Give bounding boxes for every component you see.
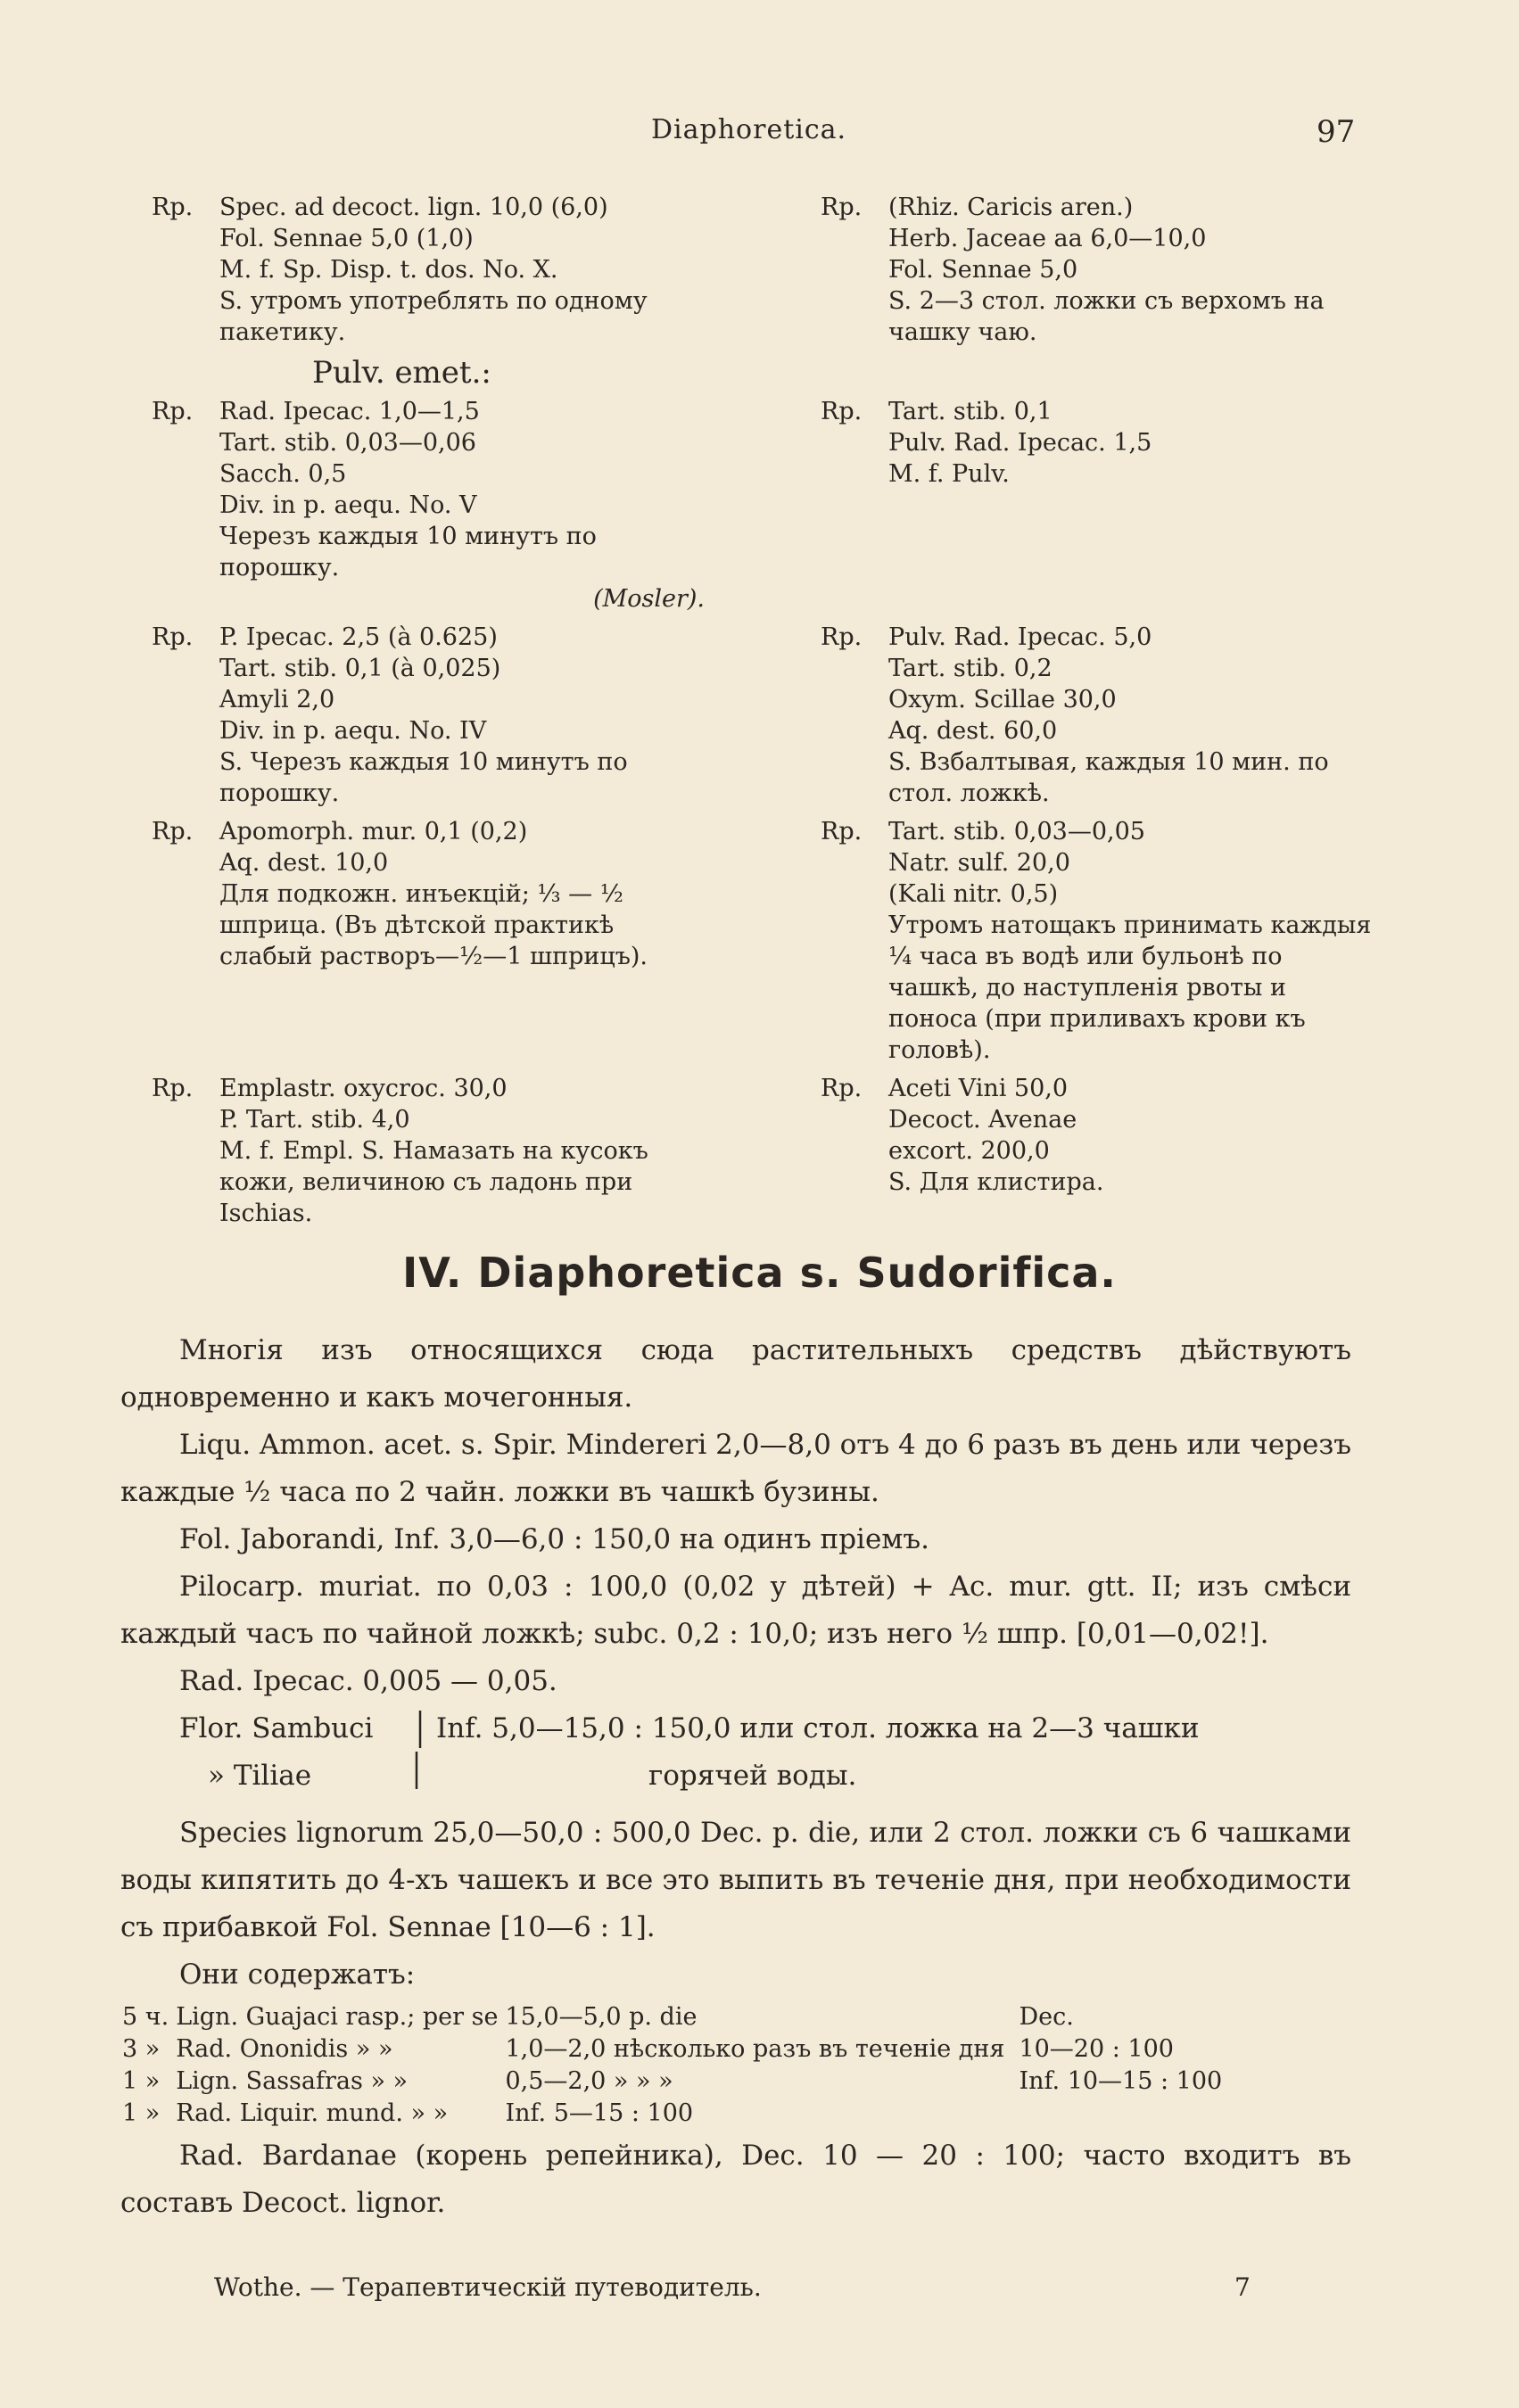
rx-line: Fol. Sennae 5,0 (1,0)	[219, 225, 474, 252]
prescription	[152, 396, 705, 614]
prescription	[152, 816, 705, 972]
rx-line: Tart. stib. 0,03—0,05	[888, 818, 1145, 845]
rx-line: Natr. sulf. 20,0	[888, 849, 1070, 877]
species-table	[120, 2000, 1229, 2131]
rp-label: Rp.	[821, 194, 863, 221]
rp-label: Rp.	[821, 1075, 863, 1102]
rx-line: excort. 200,0	[888, 1137, 1050, 1165]
rx-line: Tart. stib. 0,2	[888, 655, 1053, 682]
rx-line: Черезъ каждыя 10 минутъ по порошку.	[219, 523, 597, 581]
pulv-emet-heading: Pulv. emet.:	[312, 355, 491, 391]
rx-line: Утромъ натощакъ принимать каждыя ¼ часа въ водѣ или бульонѣ по чашкѣ, до наступленія рвоты и поноса (при приливахъ крови къ головѣ).	[888, 911, 1372, 1064]
rx-line: (Rhiz. Caricis aren.)	[888, 194, 1134, 221]
rx-row-4	[152, 816, 1374, 1066]
rx-line: Emplastr. oxycroc. 30,0	[219, 1075, 508, 1102]
flor-text: Inf. 5,0—15,0 : 150,0 или стол. ложка на 2—3 чашки	[436, 1712, 1200, 1744]
rx-col-right	[821, 192, 1374, 348]
rx-line: Aq. dest. 60,0	[888, 717, 1058, 745]
rx-line: S. Черезъ каждыя 10 минутъ по порошку.	[219, 748, 628, 807]
table-cell: 0,5—2,0 » » »	[505, 2067, 673, 2095]
paragraph: Pilocarp. muriat. по 0,03 : 100,0 (0,02 у дѣтей) + Ac. mur. gtt. II; изъ смѣси каждый часъ по чайной ложкѣ; subc. 0,2 : 10,0; изъ него ½ шпр. [0,01—0,02!].	[120, 1571, 1351, 1650]
table-cell: Dec.	[1019, 2003, 1074, 2031]
rx-col-left	[152, 1073, 705, 1229]
rx-col-right	[821, 816, 1374, 1066]
rp-label: Rp.	[152, 818, 194, 845]
table-cell: Rad. Ononidis » »	[176, 2035, 393, 2063]
rp-label: Rp.	[152, 1075, 194, 1102]
page-number: 97	[1317, 114, 1356, 150]
running-title: Diaphoretica.	[651, 114, 847, 145]
rx-line: P. Ipecac. 2,5 (à 0.625)	[219, 623, 498, 651]
table-cell	[1011, 2002, 1017, 2033]
prescription	[152, 192, 705, 348]
rp-label: Rp.	[152, 623, 194, 651]
table-cell	[1019, 2099, 1227, 2129]
rx-line: Decoct. Avenae	[888, 1106, 1077, 1134]
rx-line: Div. in p. aequ. No. V	[219, 491, 477, 519]
rx-line: Fol. Sennae 5,0	[888, 256, 1078, 284]
rx-line: S. Для клистира.	[888, 1168, 1104, 1196]
flor-name: Flor. Sambuci	[179, 1712, 374, 1744]
table-cell: 1 »	[122, 2067, 161, 2095]
rx-line: Aq. dest. 10,0	[219, 849, 389, 877]
table-cell: 5 ч.	[122, 2003, 169, 2031]
paragraph: Species lignorum 25,0—50,0 : 500,0 Dec. p. die, или 2 стол. ложки съ 6 чашками воды кипятить до 4-хъ чашекъ и все это выпить въ теченіе дня, при необходимости съ прибавкой Fol. Sennae [10—6 : 1].	[120, 1817, 1351, 1943]
table-cell: 1 »	[122, 2099, 161, 2127]
table-cell: Rad. Liquir. mund. » »	[176, 2099, 449, 2127]
paragraph: Fol. Jaborandi, Inf. 3,0—6,0 : 150,0 на одинъ пріемъ.	[179, 1523, 929, 1555]
prescription	[152, 1073, 705, 1229]
rx-col-right	[821, 396, 1374, 614]
table-cell	[1011, 2066, 1017, 2097]
flor-name: » Tiliae	[208, 1760, 312, 1792]
paragraph: Liqu. Ammon. acet. s. Spir. Mindereri 2,0—8,0 отъ 4 до 6 разъ въ день или черезъ каждые ½ часа по 2 чайн. ложки въ чашкѣ бузины.	[120, 1429, 1351, 1508]
rp-label: Rp.	[152, 398, 194, 425]
rx-line: S. Взбалтывая, каждыя 10 мин. по стол. ложкѣ.	[888, 748, 1329, 807]
prescription	[821, 1073, 1374, 1198]
rx-row-5	[152, 1073, 1374, 1229]
rx-line: Pulv. Rad. Ipecac. 1,5	[888, 429, 1152, 457]
table-cell	[1011, 2034, 1017, 2065]
rx-line: Div. in p. aequ. No. IV	[219, 717, 487, 745]
rp-label: Rp.	[152, 194, 194, 221]
rx-line: M. f. Empl. S. Намазать на кусокъ кожи, величиною съ ладонь при Ischias.	[219, 1137, 648, 1227]
section-title: IV. Diaphoretica s. Sudorifica.	[402, 1249, 1117, 1297]
rx-col-left	[152, 816, 705, 1066]
rx-line: Pulv. Rad. Ipecac. 5,0	[888, 623, 1152, 651]
rx-line: (Kali nitr. 0,5)	[888, 880, 1059, 908]
rx-col-left	[152, 192, 705, 348]
table-cell: 1,0—2,0 нѣсколько разъ въ теченіе дня	[505, 2035, 1005, 2063]
prescription	[821, 396, 1374, 490]
rx-col-right	[821, 622, 1374, 809]
author-citation: (Mosler).	[593, 585, 705, 613]
rx-line: Sacch. 0,5	[219, 460, 347, 488]
table-cell: 10—20 : 100	[1019, 2035, 1174, 2063]
rx-line: Oxym. Scillae 30,0	[888, 686, 1117, 713]
brace-icon	[409, 1705, 436, 1810]
rx-line: Для подкожн. инъекцій; ⅓ — ½ шприца. (Въ дѣтской практикѣ слабый растворъ—½—1 шприцъ).	[219, 880, 648, 970]
flor-entry	[120, 1705, 1351, 1810]
rx-row-2	[152, 396, 1374, 614]
footer-text: Wothe. — Терапевтическій путеводитель.	[214, 2272, 762, 2302]
table-row	[122, 2066, 1227, 2097]
table-cell: Lign. Guajaci rasp.; per se	[176, 2003, 499, 2031]
paragraph: Rad. Ipecac. 0,005 — 0,05.	[179, 1665, 557, 1697]
paragraph: Многія изъ относящихся сюда растительныхъ средствъ дѣйствуютъ одновременно и какъ мочегонныя.	[120, 1334, 1351, 1414]
rx-line: Rad. Ipecac. 1,0—1,5	[219, 398, 480, 425]
rx-row-3	[152, 622, 1374, 809]
prescription	[821, 816, 1374, 1066]
prescription	[152, 622, 705, 809]
signature-mark: 7	[1234, 2272, 1251, 2302]
prescription	[821, 192, 1374, 348]
table-cell: Inf. 10—15 : 100	[1019, 2067, 1223, 2095]
rx-line: S. 2—3 стол. ложки съ верхомъ на чашку чаю.	[888, 287, 1325, 346]
flor-text: горячей воды.	[648, 1760, 857, 1792]
rx-line: Tart. stib. 0,1	[888, 398, 1053, 425]
table-cell	[1011, 2099, 1017, 2129]
rx-line: M. f. Pulv.	[888, 460, 1010, 488]
paragraph: Rad. Bardanae (корень репейника), Dec. 10 — 20 : 100; часто входитъ въ составъ Decoct. lignor.	[120, 2140, 1351, 2219]
rx-col-right	[821, 1073, 1374, 1229]
table-row	[122, 2002, 1227, 2033]
rx-line: Tart. stib. 0,03—0,06	[219, 429, 476, 457]
rx-line: P. Tart. stib. 4,0	[219, 1106, 410, 1134]
rx-line: Amyli 2,0	[219, 686, 335, 713]
rx-line: S. утромъ употреблять по одному пакетику.	[219, 287, 648, 346]
table-cell: Lign. Sassafras » »	[176, 2067, 409, 2095]
running-head	[0, 114, 1519, 159]
paragraph: Они содержатъ:	[179, 1959, 416, 1991]
table-cell: 3 »	[122, 2035, 161, 2063]
rp-label: Rp.	[821, 818, 863, 845]
table-row	[122, 2099, 1227, 2129]
table-row	[122, 2034, 1227, 2065]
rx-line: M. f. Sp. Disp. t. dos. No. X.	[219, 256, 558, 284]
rx-col-left	[152, 396, 705, 614]
rx-line: Apomorph. mur. 0,1 (0,2)	[219, 818, 528, 845]
rx-line: Spec. ad decoct. lign. 10,0 (6,0)	[219, 194, 608, 221]
rp-label: Rp.	[821, 398, 863, 425]
rx-line: Herb. Jaceae aa 6,0—10,0	[888, 225, 1207, 252]
section-body	[120, 1327, 1351, 2227]
rx-row-1	[152, 192, 1374, 348]
prescription	[821, 622, 1374, 809]
table-cell: 15,0—5,0 p. die	[505, 2003, 698, 2031]
rx-line: Tart. stib. 0,1 (à 0,025)	[219, 655, 501, 682]
rp-label: Rp.	[821, 623, 863, 651]
rx-col-left	[152, 622, 705, 809]
rx-line: Aceti Vini 50,0	[888, 1075, 1069, 1102]
table-cell: Inf. 5—15 : 100	[505, 2099, 694, 2127]
prescriptions	[152, 192, 1374, 1236]
